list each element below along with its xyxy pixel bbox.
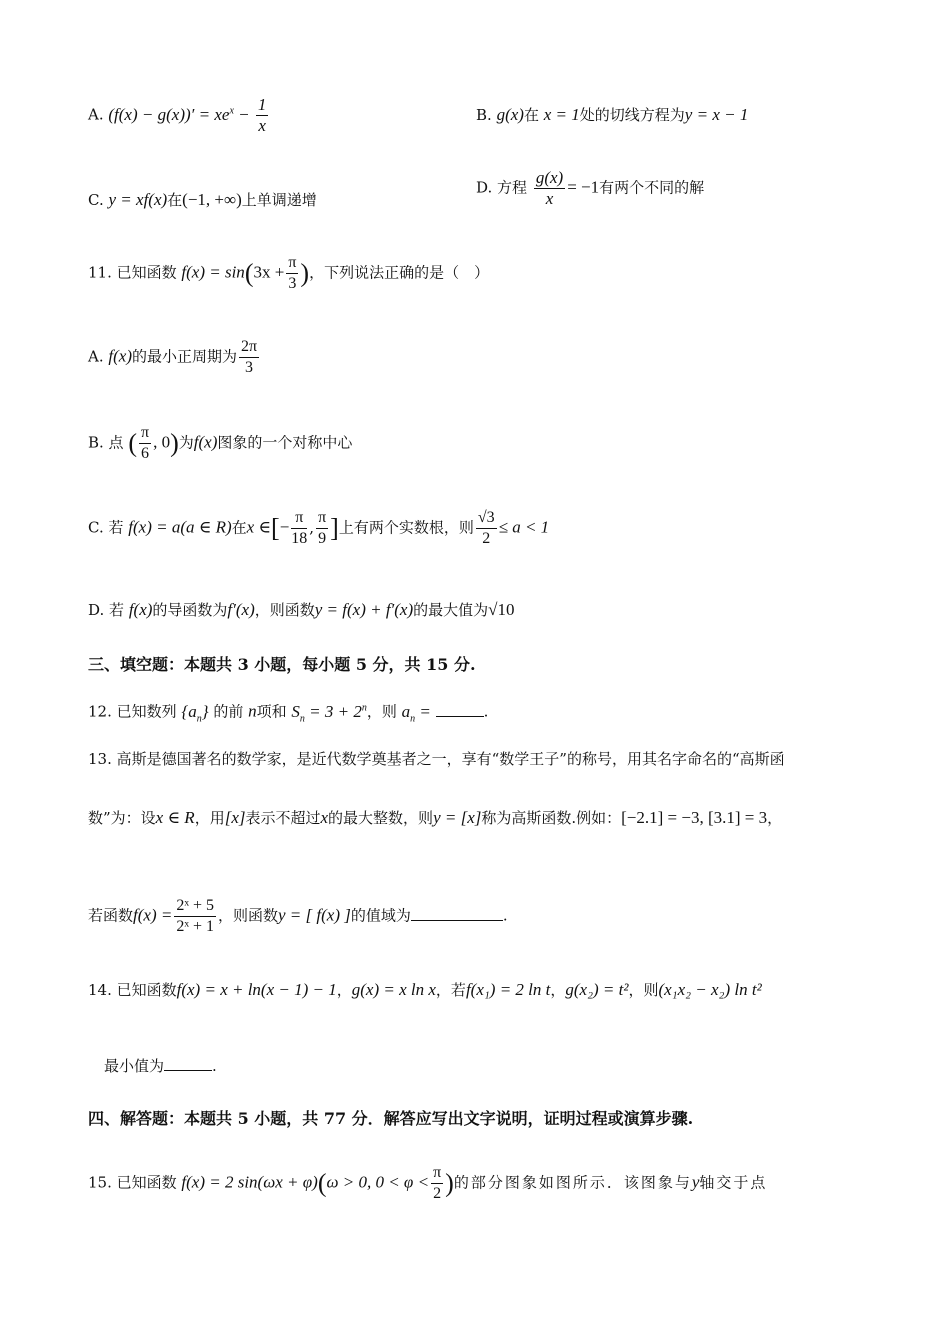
q13-line2: [88, 808, 782, 828]
math-expression: g(x): [496, 105, 524, 124]
question-label: 11. 已知函数: [88, 263, 177, 282]
text: .: [502, 906, 508, 925]
paren-right: ): [170, 428, 179, 458]
fraction: $\frac{\pi}{9}$: [318, 509, 327, 547]
text: 的最大整数，则: [328, 809, 434, 827]
math-expression: x ∈: [246, 517, 272, 537]
text: ，若: [435, 981, 466, 999]
math-expression: f(x) = 2 sin(ωx + φ): [181, 1172, 318, 1192]
text: 为: [178, 433, 194, 452]
fraction: $\frac{\pi}{3}$: [288, 254, 297, 292]
math-expression: g(x) = x ln x: [351, 980, 436, 999]
math-expression: [x]: [224, 808, 246, 827]
answer-blank[interactable]: [411, 906, 503, 921]
bracket-left: [: [271, 513, 280, 543]
text: ，则: [366, 702, 397, 721]
text: ，则函数: [254, 601, 315, 619]
fraction: $\frac{2\pi}{3}$: [241, 338, 258, 376]
text: 的前: [213, 702, 244, 721]
math-expression: $\{a_n\}$: [181, 701, 209, 725]
math-expression: f(x) = x + ln(x − 1) − 1: [176, 980, 337, 999]
math-expression: (−1, +∞): [182, 190, 242, 209]
math-expression: f(x₁) = 2 ln t: [465, 980, 551, 999]
text: 数”为：设: [88, 809, 156, 827]
text: ，: [550, 981, 566, 999]
text: ，: [336, 981, 352, 999]
section-heading-solutions: 四、解答题：本题共 5 小题，共 77 分．解答应写出文字说明，证明过程或演算步骤.: [88, 1109, 694, 1128]
text: 项和: [256, 702, 287, 721]
option-label: A.: [88, 105, 104, 124]
text: 有两个不同的解: [599, 178, 705, 197]
q14-line1: [88, 980, 762, 1000]
option-label: B. 点: [88, 433, 124, 452]
math-expression: y = xf(x): [108, 190, 168, 209]
paren-left: (: [128, 428, 138, 458]
math-expression: y = x − 1: [684, 105, 749, 124]
fraction: $\frac{√3}{2}$: [477, 509, 495, 547]
math-expression: y = [x]: [433, 808, 482, 827]
text: ，则: [628, 981, 659, 999]
math-expression: = −1: [567, 177, 600, 197]
fraction: $\frac{\pi}{6}$: [141, 424, 150, 462]
question-label: 12. 已知数列: [88, 702, 177, 721]
text: ，下列说法正确的是（ ）: [309, 263, 490, 282]
q10-option-d: [476, 168, 704, 209]
text: 在: [167, 191, 183, 209]
text: 的值域为: [350, 906, 411, 925]
text: .: [483, 702, 489, 721]
text: ，用: [194, 809, 225, 827]
text: 处的切线方程为: [579, 106, 685, 124]
math-expression: f(x) = a(a ∈ R): [128, 517, 232, 537]
option-label: D. 若: [88, 601, 125, 619]
fraction: $\frac{\pi}{18}$: [291, 509, 308, 547]
paren-right: ): [300, 258, 310, 288]
paren-left: (: [244, 258, 254, 288]
math-expression: 3x +: [253, 262, 285, 282]
math-expression: f(x): [108, 346, 132, 366]
fraction: $\frac{1}{x}$: [257, 95, 267, 135]
option-label: A.: [88, 347, 104, 366]
math-expression: y = f(x) + f′(x): [314, 600, 414, 619]
math-expression: x: [320, 808, 329, 827]
q11-option-a: [88, 337, 261, 378]
text: 的导函数为: [152, 601, 228, 619]
q10-option-a: [88, 95, 270, 136]
option-label: B.: [476, 106, 492, 124]
math-expression: f′(x): [227, 600, 255, 619]
text: 轴交于点: [699, 1173, 768, 1192]
math-expression: √10: [488, 600, 515, 619]
q11-option-b: [88, 423, 352, 464]
text: 的部分图象如图所示．该图象与: [453, 1173, 692, 1192]
math-expression: −: [279, 517, 290, 537]
q12: [88, 698, 488, 729]
text: 若函数: [88, 906, 134, 925]
text: 上有两个实数根，则: [338, 518, 474, 537]
question-label: 14. 已知函数: [88, 981, 177, 999]
text: 图象的一个对称中心: [217, 433, 353, 452]
math-expression: $(f(x) - g(x))' = xe^x$ −: [108, 104, 254, 124]
math-expression: f(x) = sin: [181, 262, 245, 282]
q11-option-d: [88, 600, 515, 620]
text: 在: [231, 518, 247, 537]
math-expression: y: [691, 1172, 700, 1192]
math-expression: (x₁x₂ − x₂) ln t²: [658, 980, 762, 999]
math-expression: , 0: [153, 432, 171, 452]
q11-option-c: C. 若 f(x) = a(a ∈ R)在x ∈[− $\frac{\pi}{18}$ , $\frac{\pi}{9}$ ]上有两个实数根，则 $\frac{√3}{2}$ ≤ a < 1: [88, 509, 550, 547]
text: 的最小正周期为: [131, 347, 237, 366]
text: 在: [523, 106, 539, 124]
option-label: C.: [88, 191, 104, 209]
text: 称为高斯函数.例如：: [481, 809, 622, 827]
text: 最小值为: [104, 1057, 165, 1075]
answer-blank[interactable]: [436, 702, 484, 717]
math-expression: f(x): [128, 600, 153, 619]
math-expression: g(x₂) = t²: [565, 980, 629, 999]
text: 上单调递增: [241, 191, 317, 209]
q13-line3: [88, 896, 508, 937]
q10-option-b: [476, 105, 748, 125]
math-expression: [−2.1] = −3, [3.1] = 3: [621, 808, 768, 827]
text: 表示不超过: [245, 809, 321, 827]
q15: [88, 1163, 767, 1204]
fraction: $\frac{\pi}{2}$: [433, 1164, 442, 1202]
paren-left: (: [317, 1168, 327, 1198]
q11-stem: [88, 253, 489, 294]
math-expression: y = [ f(x) ]: [278, 905, 351, 925]
math-expression: $S_n = 3 + 2^n$: [291, 701, 367, 725]
math-expression: n: [248, 701, 257, 721]
math-expression: f(x): [193, 432, 218, 452]
fraction: $\frac{\text{2ˣ + 5}}{\text{2ˣ + 1}}$: [176, 897, 214, 935]
q10-option-c: [88, 190, 317, 210]
math-expression: $a_n$ =: [401, 701, 431, 725]
option-label: C. 若: [88, 518, 124, 537]
option-label: D. 方程: [476, 178, 528, 197]
q14-line2: [104, 1056, 217, 1076]
q13-line1: 13. 高斯是德国著名的数学家，是近代数学奠基者之一，享有“数学王子”的称号，用其名字命名的“高斯函: [88, 750, 785, 768]
text: ，则函数: [217, 906, 278, 925]
answer-blank[interactable]: [164, 1056, 212, 1071]
math-expression: ≤ a < 1: [498, 517, 550, 537]
text: .: [212, 1057, 217, 1075]
math-expression: x = 1: [543, 105, 580, 124]
math-expression: f(x) =: [133, 905, 173, 925]
math-expression: ω > 0, 0 < φ <: [326, 1172, 430, 1192]
paren-right: ): [445, 1168, 454, 1198]
section-heading-fill-in: 三、填空题：本题共 3 小题，每小题 5 分，共 15 分.: [88, 655, 476, 674]
math-expression: x ∈ R: [155, 808, 195, 827]
bracket-right: ]: [330, 513, 339, 543]
question-label: 15. 已知函数: [88, 1173, 177, 1192]
text: 的最大值为: [413, 601, 489, 619]
fraction: $\frac{g(x)}{x}$: [535, 168, 564, 208]
text: ，: [767, 809, 783, 827]
